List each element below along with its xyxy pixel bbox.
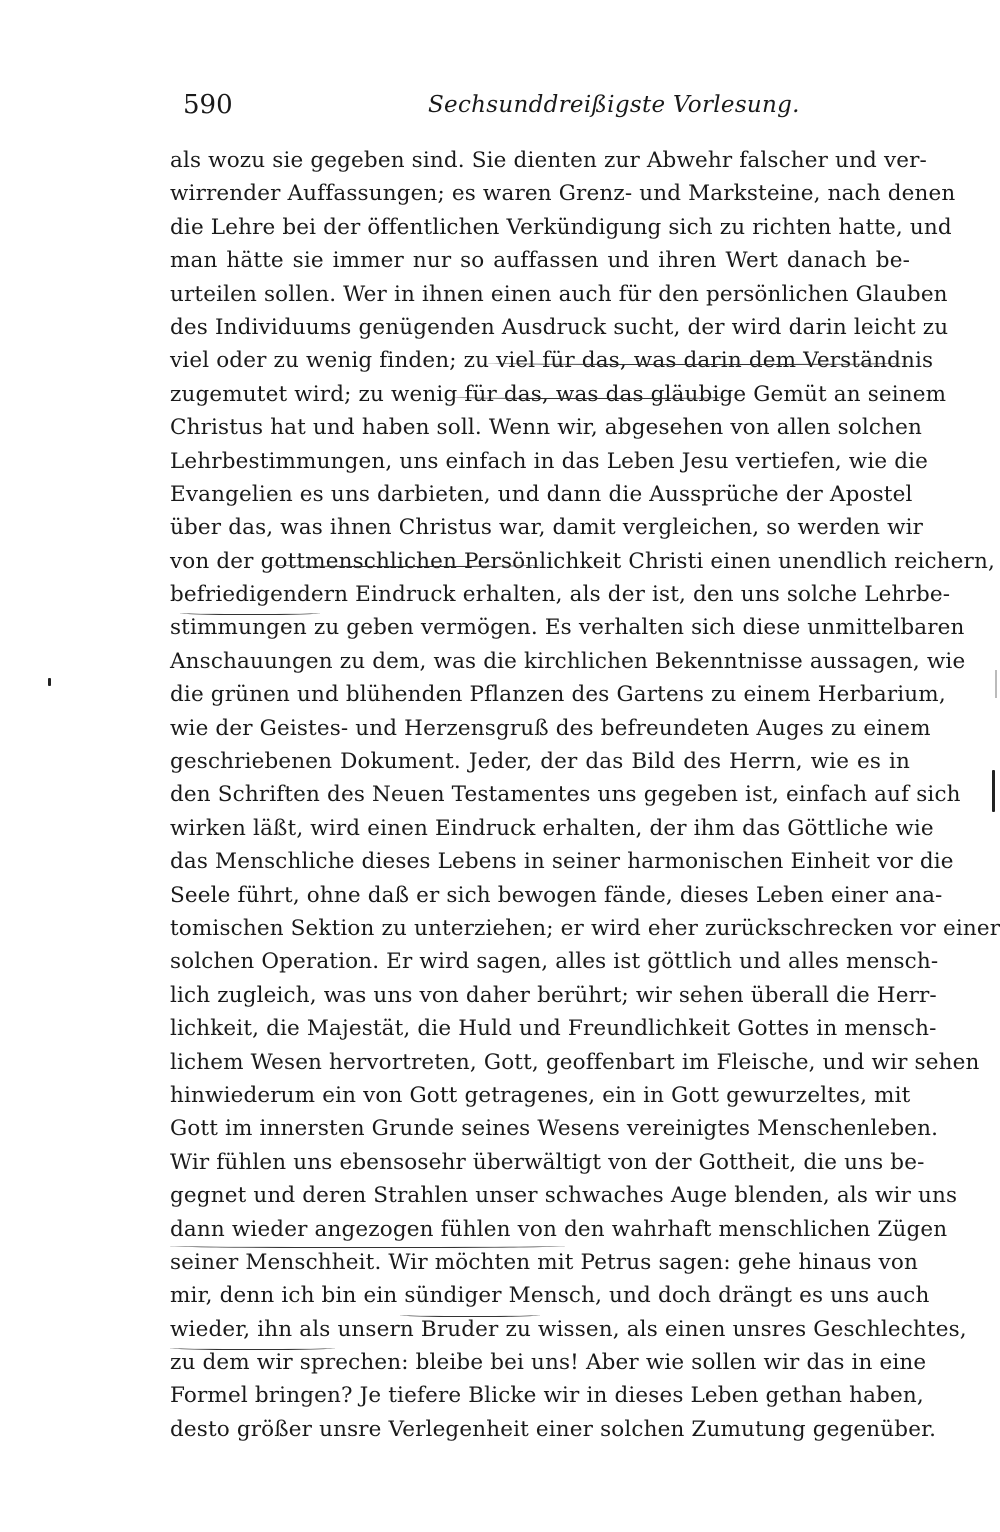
text-line: urteilen sollen. Wer in ihnen einen auch für den persönlichen Glauben: [170, 281, 948, 307]
text-line: von der gottmenschlichen Persönlichkeit Christi einen unendlich reichern,: [170, 548, 995, 574]
text-line: Christus hat und haben soll. Wenn wir, abgesehen von allen solchen: [170, 415, 922, 441]
text-line: Evangelien es uns darbieten, und dann die Aussprüche der Apostel: [170, 481, 913, 507]
text-line: die grünen und blühenden Pflanzen des Gartens zu einem Herbarium,: [170, 682, 946, 708]
text-line: über das, was ihnen Christus war, damit vergleichen, so werden wir: [170, 515, 924, 541]
text-line: wie der Geistes- und Herzensgruß des befreundeten Auges zu einem: [170, 715, 931, 741]
text-line: befriedigendern Eindruck erhalten, als der ist, den uns solche Lehrbe-: [170, 582, 951, 608]
text-line: geschriebenen Dokument. Jeder, der das Bild des Herrn, wie es in: [170, 749, 910, 775]
text-line: hinwiederum ein von Gott getragenes, ein in Gott gewurzeltes, mit: [170, 1082, 911, 1108]
text-line: seiner Menschheit. Wir möchten mit Petrus sagen: gehe hinaus von: [170, 1249, 918, 1275]
text-line: viel oder zu wenig finden; zu viel für das, was darin dem Verständnis: [170, 348, 934, 374]
text-line: mir, denn ich bin ein sündiger Mensch, und doch drängt es uns auch: [170, 1283, 930, 1309]
margin-mark: [48, 678, 51, 686]
text-line: die Lehre bei der öffentlichen Verkündigung sich zu richten hatte, und: [170, 214, 952, 240]
text-line: Lehrbestimmungen, uns einfach in das Leben Jesu vertiefen, wie die: [170, 448, 929, 474]
text-line: Wir fühlen uns ebensosehr überwältigt von der Gottheit, die uns be-: [170, 1149, 925, 1175]
text-line: lichkeit, die Majestät, die Huld und Freundlichkeit Gottes in mensch-: [170, 1016, 937, 1042]
page-number: 590: [183, 90, 233, 120]
running-head: Sechsunddreißigste Vorlesung.: [428, 92, 800, 118]
text-line: lichem Wesen hervortreten, Gott, geoffenbart im Fleische, und wir sehen: [170, 1049, 980, 1075]
text-line: Seele führt, ohne daß er sich bewogen fände, dieses Leben einer ana-: [170, 882, 943, 908]
text-line: man hätte sie immer nur so auffassen und ihren Wert danach be-: [170, 248, 910, 274]
pencil-underline: [272, 562, 540, 567]
text-line: tomischen Sektion zu unterziehen; er wird eher zurückschrecken vor einer: [170, 915, 1000, 941]
margin-mark: [995, 670, 997, 698]
text-line: wirken läßt, wird einen Eindruck erhalten, der ihm das Göttliche wie: [170, 815, 934, 841]
text-line: das Menschliche dieses Lebens in seiner harmonischen Einheit vor die: [170, 849, 954, 875]
pencil-underline: [400, 1312, 540, 1317]
text-line: wieder, ihn als unsern Bruder zu wissen, als einen unsres Geschlechtes,: [170, 1316, 967, 1342]
pencil-underline: [488, 360, 908, 365]
text-line: stimmungen zu geben vermögen. Es verhalten sich diese unmittelbaren: [170, 615, 965, 641]
text-line: wirrender Auffassungen; es waren Grenz- und Marksteine, nach denen: [170, 181, 956, 207]
text-line: Formel bringen? Je tiefere Blicke wir in dieses Leben gethan haben,: [170, 1383, 924, 1409]
text-line: zugemutet wird; zu wenig für das, was das gläubige Gemüt an seinem: [170, 381, 947, 407]
text-line: desto größer unsre Verlegenheit einer solchen Zumutung gegenüber.: [170, 1416, 937, 1442]
text-line: als wozu sie gegeben sind. Sie dienten zur Abwehr falscher und ver-: [170, 148, 927, 173]
pencil-underline: [170, 1345, 335, 1350]
text-line: den Schriften des Neuen Testamentes uns gegeben ist, einfach auf sich: [170, 782, 961, 808]
text-line: Gott im innersten Grunde seines Wesens vereinigtes Menschenleben.: [170, 1116, 939, 1142]
text-line: Anschauungen zu dem, was die kirchlichen Bekenntnisse aussagen, wie: [170, 648, 966, 674]
pencil-underline: [180, 610, 320, 615]
text-line: dann wieder angezogen fühlen von den wahrhaft menschlichen Zügen: [170, 1216, 948, 1242]
page-header: [183, 88, 895, 122]
text-line: des Individuums genügenden Ausdruck sucht, der wird darin leicht zu: [170, 314, 949, 340]
pencil-underline: [450, 394, 735, 399]
text-line: solchen Operation. Er wird sagen, alles ist göttlich und alles mensch-: [170, 949, 939, 975]
text-line: lich zugleich, was uns von daher berührt; wir sehen überall die Herr-: [170, 982, 937, 1008]
text-line: gegnet und deren Strahlen unser schwaches Auge blenden, als wir uns: [170, 1183, 958, 1209]
text-line: zu dem wir sprechen: bleibe bei uns! Aber wie sollen wir das in eine: [170, 1350, 927, 1376]
body-text: [170, 144, 1000, 1446]
margin-mark: [992, 770, 995, 812]
pencil-underline: [170, 1243, 565, 1248]
